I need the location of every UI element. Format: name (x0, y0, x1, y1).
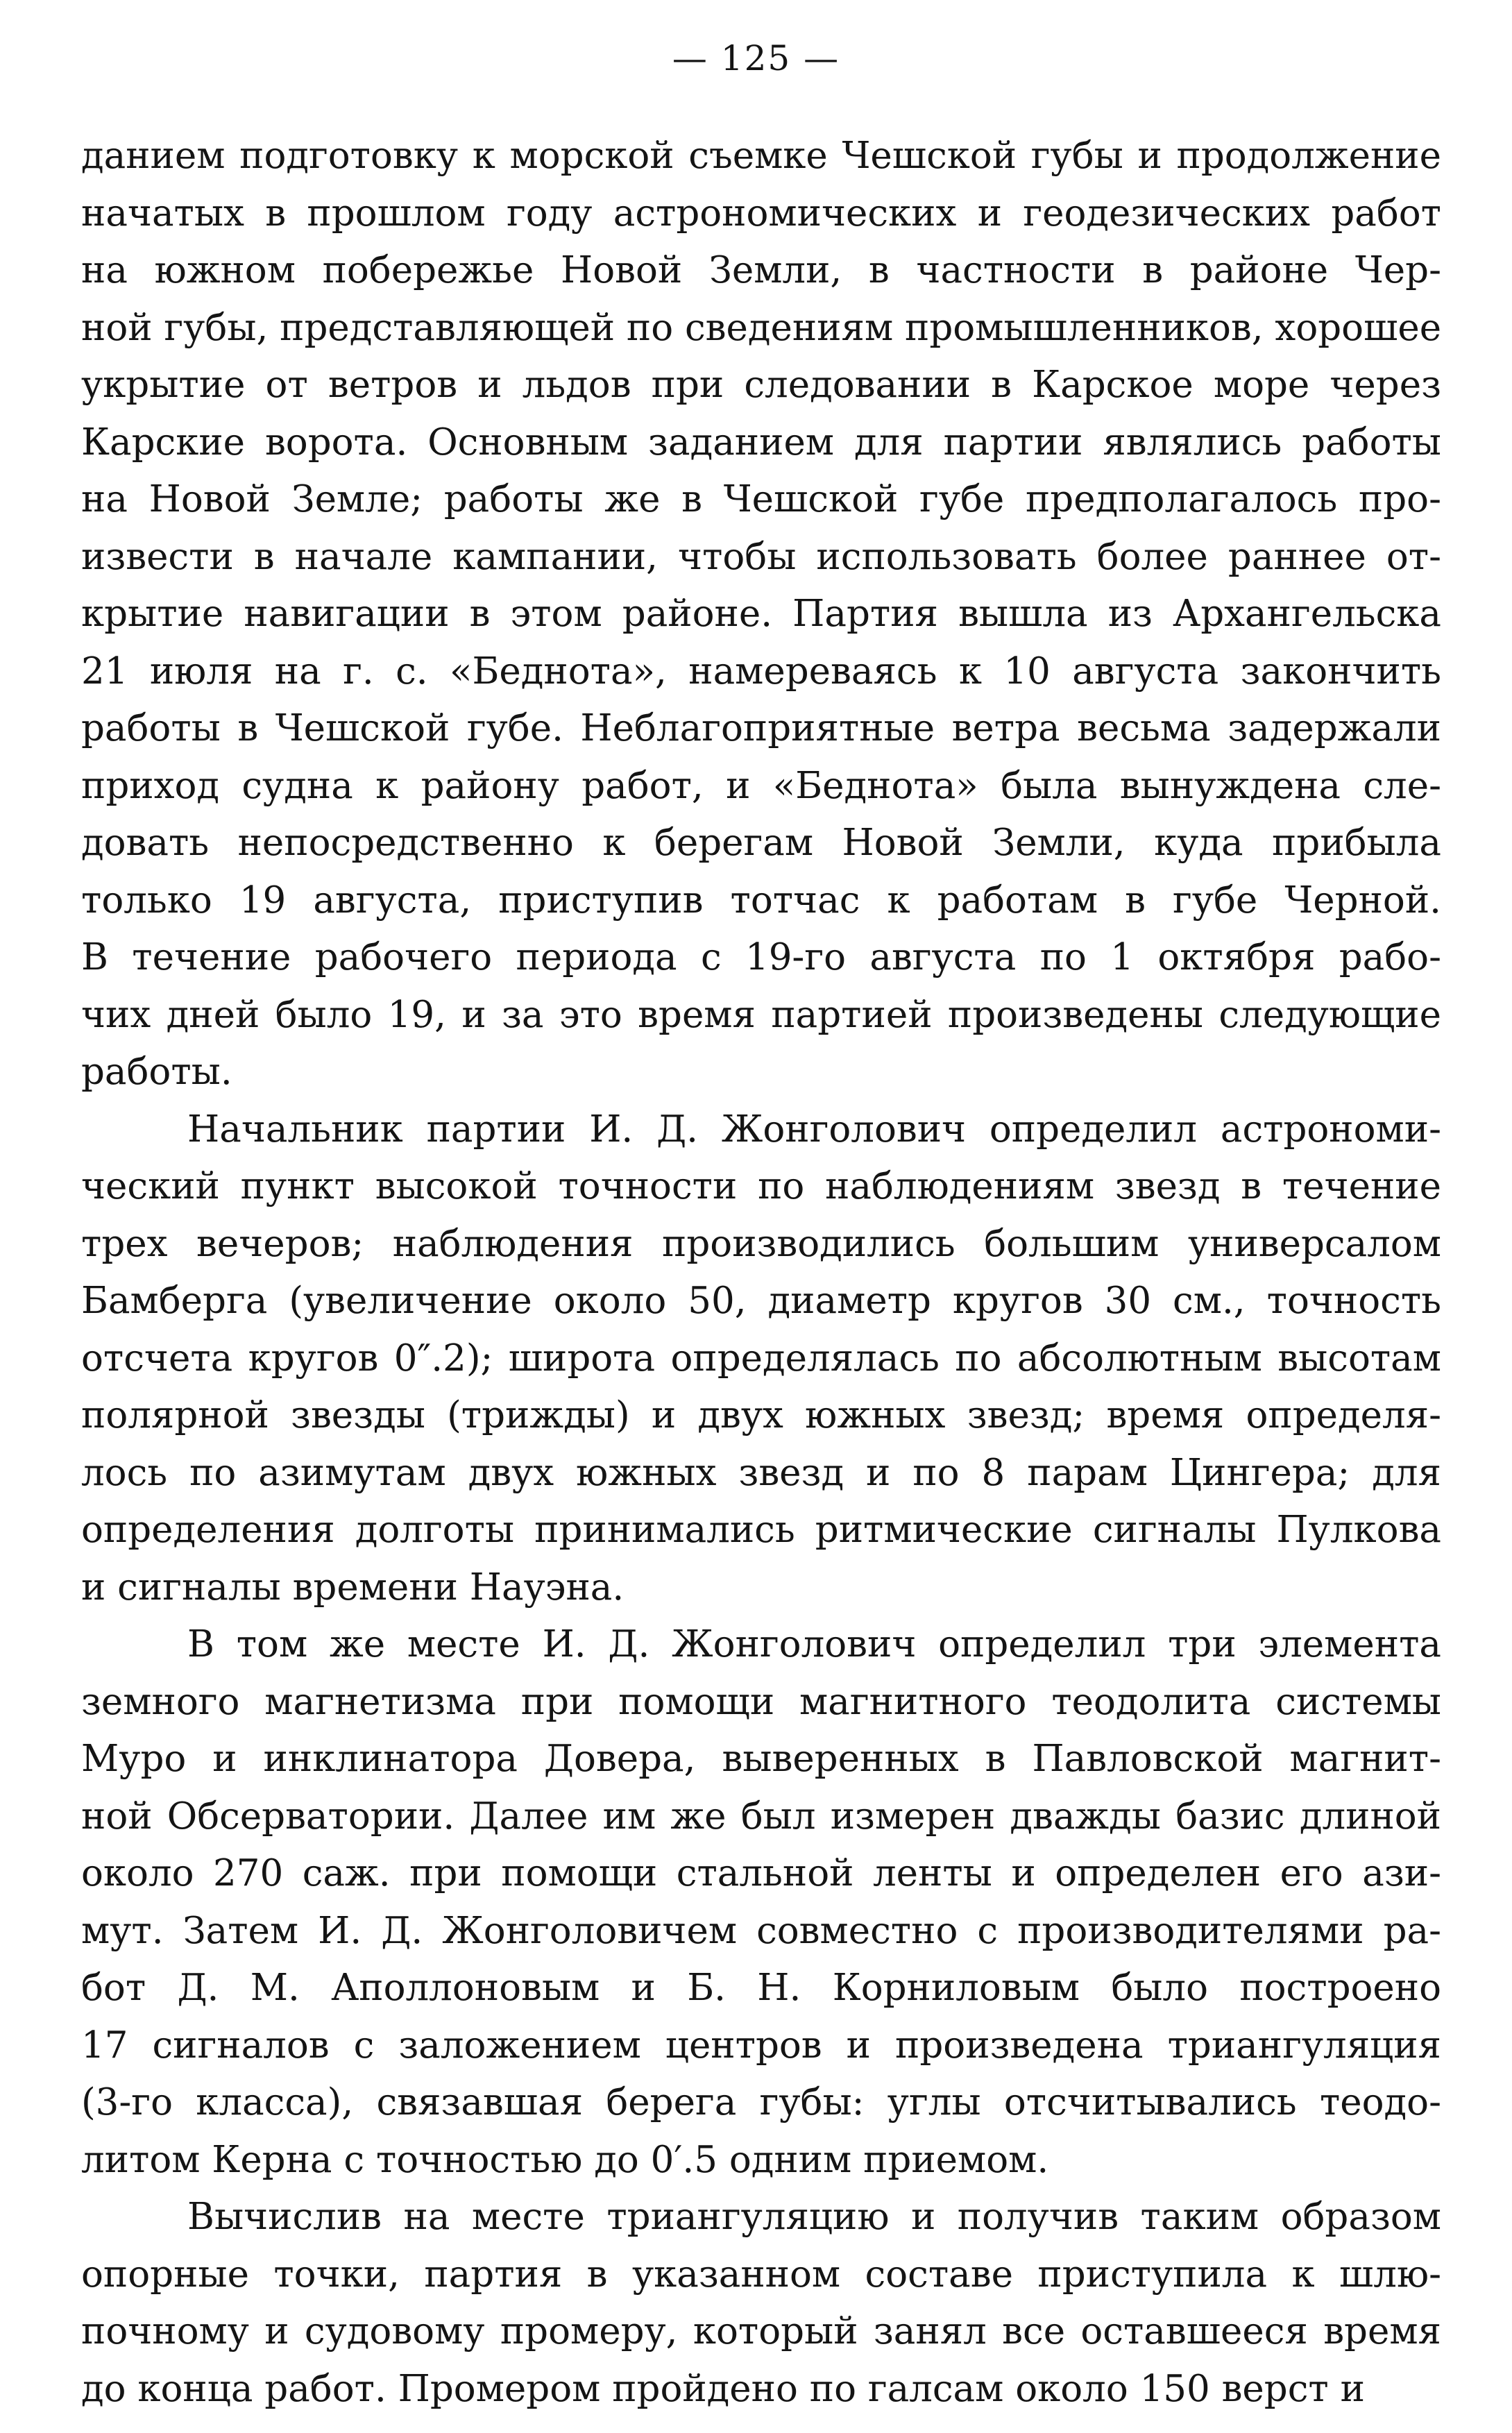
text-line: лось по азимутам двух южных звезд и по 8 парам Цингера; для (81, 1451, 1441, 1494)
paragraph (81, 1616, 1441, 2189)
text-line: Муро и инклинатора Довера, выверенных в Павловской магнит- (81, 1738, 1441, 1780)
text-line: около 270 саж. при помощи стальной ленты и определен его ази- (81, 1852, 1441, 1894)
text-line: опорные точки, партия в указанном составе приступила к шлю- (81, 2253, 1441, 2296)
body-text (81, 128, 1441, 2418)
text-line: 17 сигналов с заложением центров и произведена триангуляция (81, 2024, 1441, 2067)
text-line: В том же месте И. Д. Жонголович определил три элемента (187, 1623, 1441, 1665)
text-line: (3-го класса), связавшая берега губы: углы отсчитывались теодо- (81, 2081, 1441, 2123)
text-line: крытие навигации в этом районе. Партия вышла из Архангельска (81, 593, 1441, 635)
text-line: литом Керна с точностью до 0′.5 одним приемом. (81, 2138, 1049, 2181)
text-line: ческий пункт высокой точности по наблюдениям звезд в течение (81, 1165, 1441, 1207)
text-line: чих дней было 19, и за это время партией произведены следующие (81, 993, 1441, 1036)
page-number: — 125 — (672, 38, 840, 78)
text-line: отсчета кругов 0″.2); широта определялась по абсолютным высотам (81, 1337, 1441, 1380)
text-line: ной губы, представляющей по сведениям промышленников, хорошее (81, 306, 1441, 349)
text-line: данием подготовку к морской съемке Чешской губы и продолжение (81, 135, 1441, 177)
paragraph (81, 2189, 1441, 2418)
text-line: довать непосредственно к берегам Новой Земли, куда прибыла (81, 822, 1441, 864)
text-line: земного магнетизма при помощи магнитного теодолита системы (81, 1680, 1441, 1723)
text-line: только 19 августа, приступив тотчас к работам в губе Черной. (81, 879, 1441, 922)
paragraph (81, 128, 1441, 1101)
text-line: до конца работ. Промером пройдено по галсам около 150 верст и (81, 2367, 1365, 2410)
text-line: ной Обсерватории. Далее им же был измерен дважды базис длиной (81, 1795, 1441, 1838)
text-line: Карские ворота. Основным заданием для партии являлись работы (81, 421, 1441, 464)
text-line: извести в начале кампании, чтобы использовать более раннее от- (81, 535, 1441, 578)
text-line: приход судна к району работ, и «Беднота» была вынуждена сле- (81, 764, 1441, 807)
text-line: на южном побережье Новой Земли, в частности в районе Чер- (81, 249, 1441, 291)
text-line: бот Д. М. Аполлоновым и Б. Н. Корниловым было построено (81, 1967, 1441, 2009)
text-line: укрытие от ветров и льдов при следовании в Карское море через (81, 364, 1441, 406)
text-line: и сигналы времени Науэна. (81, 1566, 625, 1609)
text-line: Начальник партии И. Д. Жонголович определил астрономи- (187, 1108, 1441, 1151)
text-line: работы. (81, 1051, 232, 1093)
text-line: на Новой Земле; работы же в Чешской губе предполагалось про- (81, 478, 1441, 520)
text-line: почному и судовому промеру, который занял все оставшееся время (81, 2310, 1441, 2353)
text-line: 21 июля на г. с. «Беднота», намереваясь к 10 августа закончить (81, 650, 1441, 693)
text-line: полярной звезды (трижды) и двух южных звезд; время определя- (81, 1394, 1441, 1436)
text-line: В течение рабочего периода с 19-го августа по 1 октября рабо- (81, 936, 1441, 978)
text-line: Бамберга (увеличение около 50, диаметр кругов 30 см., точность (81, 1280, 1441, 1322)
text-line: определения долготы принимались ритмические сигналы Пулкова (81, 1509, 1441, 1551)
text-line: трех вечеров; наблюдения производились большим универсалом (81, 1222, 1441, 1265)
text-line: мут. Затем И. Д. Жонголовичем совместно с производителями ра- (81, 1909, 1441, 1952)
text-line: начатых в прошлом году астрономических и геодезических работ (81, 192, 1441, 235)
paragraph (81, 1101, 1441, 1617)
text-line: Вычислив на месте триангуляцию и получив таким образом (187, 2196, 1441, 2238)
text-line: работы в Чешской губе. Неблагоприятные ветра весьма задержали (81, 707, 1441, 749)
